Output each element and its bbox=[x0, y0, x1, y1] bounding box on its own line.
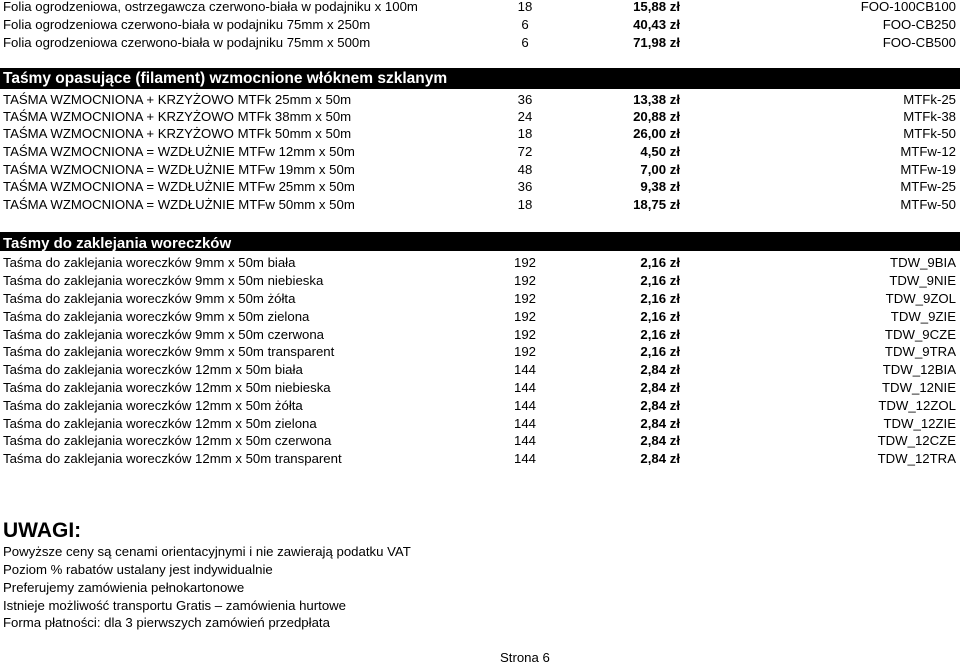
product-price: 2,84 zł bbox=[640, 451, 680, 466]
product-price: 2,84 zł bbox=[640, 433, 680, 448]
product-quantity: 192 bbox=[513, 344, 536, 359]
notes-heading: UWAGI: bbox=[3, 519, 82, 542]
product-price: 2,16 zł bbox=[640, 344, 680, 359]
table-row bbox=[0, 272, 960, 289]
product-description: Folia ogrodzeniowa, ostrzegawcza czerwono-biała w podajniku x 100m bbox=[3, 0, 418, 14]
product-quantity: 144 bbox=[513, 362, 536, 377]
product-code: MTFw-19 bbox=[900, 162, 956, 177]
product-price: 2,16 zł bbox=[640, 273, 680, 288]
table-row bbox=[0, 161, 960, 178]
product-description: Taśma do zaklejania woreczków 9mm x 50m zielona bbox=[3, 309, 310, 324]
section-header-bag-sealing-tapes bbox=[0, 232, 960, 251]
product-description: Taśma do zaklejania woreczków 12mm x 50m transparent bbox=[3, 451, 342, 466]
product-price: 2,16 zł bbox=[640, 327, 680, 342]
product-description: Taśma do zaklejania woreczków 12mm x 50m żółta bbox=[3, 398, 303, 413]
product-price: 9,38 zł bbox=[640, 179, 680, 194]
product-description: Taśma do zaklejania woreczków 9mm x 50m czerwona bbox=[3, 327, 325, 342]
product-price: 18,75 zł bbox=[633, 197, 680, 212]
product-code: FOO-100CB100 bbox=[860, 0, 956, 14]
product-quantity: 6 bbox=[521, 35, 529, 50]
table-row bbox=[0, 196, 960, 213]
table-row bbox=[0, 415, 960, 432]
product-code: TDW_9ZOL bbox=[885, 291, 956, 306]
product-description: Taśma do zaklejania woreczków 9mm x 50m biała bbox=[3, 255, 296, 270]
product-description: Taśma do zaklejania woreczków 12mm x 50m czerwona bbox=[3, 433, 332, 448]
product-quantity: 192 bbox=[513, 327, 536, 342]
table-row bbox=[0, 34, 960, 51]
product-description: Taśma do zaklejania woreczków 9mm x 50m żółta bbox=[3, 291, 296, 306]
table-row bbox=[0, 91, 960, 108]
product-quantity: 192 bbox=[513, 309, 536, 324]
product-description: TAŚMA WZMOCNIONA = WZDŁUŻNIE MTFw 50mm x 50m bbox=[3, 197, 355, 212]
product-price: 7,00 zł bbox=[640, 162, 680, 177]
product-description: Taśma do zaklejania woreczków 9mm x 50m transparent bbox=[3, 344, 335, 359]
table-row bbox=[0, 432, 960, 449]
product-code: MTFk-38 bbox=[903, 109, 956, 124]
section-title: Taśmy do zaklejania woreczków bbox=[3, 235, 232, 252]
product-price: 4,50 zł bbox=[640, 144, 680, 159]
product-description: Taśma do zaklejania woreczków 12mm x 50m niebieska bbox=[3, 380, 331, 395]
product-price: 2,16 zł bbox=[640, 309, 680, 324]
product-quantity: 48 bbox=[517, 162, 533, 177]
product-code: MTFw-25 bbox=[900, 179, 956, 194]
product-description: TAŚMA WZMOCNIONA = WZDŁUŻNIE MTFw 12mm x 50m bbox=[3, 144, 355, 159]
product-description: TAŚMA WZMOCNIONA + KRZYŻOWO MTFk 25mm x 50m bbox=[3, 92, 352, 107]
product-price: 13,38 zł bbox=[633, 92, 680, 107]
table-row bbox=[0, 0, 960, 15]
note-line: Forma płatności: dla 3 pierwszych zamówień przedpłata bbox=[3, 615, 330, 630]
table-row bbox=[0, 379, 960, 396]
note-line: Istnieje możliwość transportu Gratis – zamówienia hurtowe bbox=[3, 598, 347, 613]
product-price: 26,00 zł bbox=[633, 126, 680, 141]
product-quantity: 6 bbox=[521, 17, 529, 32]
product-price: 2,84 zł bbox=[640, 398, 680, 413]
product-quantity: 192 bbox=[513, 255, 536, 270]
product-description: Folia ogrodzeniowa czerwono-biała w podajniku 75mm x 500m bbox=[3, 35, 371, 50]
product-code: TDW_9BIA bbox=[890, 255, 956, 270]
product-code: TDW_9ZIE bbox=[890, 309, 956, 324]
product-price: 2,16 zł bbox=[640, 291, 680, 306]
product-description: Folia ogrodzeniowa czerwono-biała w podajniku 75mm x 250m bbox=[3, 17, 371, 32]
product-quantity: 18 bbox=[517, 197, 533, 212]
product-quantity: 72 bbox=[517, 144, 533, 159]
product-description: Taśma do zaklejania woreczków 12mm x 50m biała bbox=[3, 362, 303, 377]
table-row bbox=[0, 290, 960, 307]
product-price: 2,16 zł bbox=[640, 255, 680, 270]
table-row bbox=[0, 450, 960, 467]
table-row bbox=[0, 308, 960, 325]
table-row bbox=[0, 361, 960, 378]
table-row bbox=[0, 326, 960, 343]
product-code: TDW_9CZE bbox=[884, 327, 956, 342]
table-row bbox=[0, 343, 960, 360]
product-price: 2,84 zł bbox=[640, 380, 680, 395]
product-quantity: 36 bbox=[517, 92, 533, 107]
product-code: TDW_12ZOL bbox=[878, 398, 956, 413]
product-code: TDW_12CZE bbox=[877, 433, 956, 448]
product-code: FOO-CB500 bbox=[882, 35, 956, 50]
table-row bbox=[0, 178, 960, 195]
product-quantity: 144 bbox=[513, 433, 536, 448]
section-header-filament-tapes bbox=[0, 68, 960, 89]
note-line: Powyższe ceny są cenami orientacyjnymi i nie zawierają podatku VAT bbox=[3, 544, 411, 559]
product-code: TDW_9NIE bbox=[889, 273, 956, 288]
product-quantity: 144 bbox=[513, 451, 536, 466]
product-quantity: 192 bbox=[513, 273, 536, 288]
product-code: TDW_12ZIE bbox=[883, 416, 956, 431]
table-row bbox=[0, 254, 960, 271]
table-row bbox=[0, 125, 960, 142]
product-price: 20,88 zł bbox=[633, 109, 680, 124]
table-row bbox=[0, 143, 960, 160]
product-price: 15,88 zł bbox=[633, 0, 680, 14]
product-price: 71,98 zł bbox=[633, 35, 680, 50]
table-row bbox=[0, 397, 960, 414]
product-code: MTFw-12 bbox=[900, 144, 956, 159]
product-quantity: 144 bbox=[513, 398, 536, 413]
product-description: TAŚMA WZMOCNIONA + KRZYŻOWO MTFk 50mm x 50m bbox=[3, 126, 352, 141]
product-quantity: 18 bbox=[517, 0, 533, 14]
product-quantity: 192 bbox=[513, 291, 536, 306]
product-description: Taśma do zaklejania woreczków 9mm x 50m niebieska bbox=[3, 273, 324, 288]
product-description: TAŚMA WZMOCNIONA = WZDŁUŻNIE MTFw 25mm x 50m bbox=[3, 179, 355, 194]
product-quantity: 18 bbox=[517, 126, 533, 141]
product-code: TDW_12NIE bbox=[881, 380, 956, 395]
table-row bbox=[0, 16, 960, 33]
product-description: TAŚMA WZMOCNIONA = WZDŁUŻNIE MTFw 19mm x 50m bbox=[3, 162, 355, 177]
product-code: TDW_9TRA bbox=[884, 344, 956, 359]
note-line: Poziom % rabatów ustalany jest indywidualnie bbox=[3, 562, 273, 577]
product-price: 2,84 zł bbox=[640, 416, 680, 431]
product-code: MTFk-50 bbox=[903, 126, 956, 141]
note-line: Preferujemy zamówienia pełnokartonowe bbox=[3, 580, 245, 595]
product-code: MTFw-50 bbox=[900, 197, 956, 212]
product-code: MTFk-25 bbox=[903, 92, 956, 107]
table-row bbox=[0, 108, 960, 125]
section-title: Taśmy opasujące (filament) wzmocnione włóknem szklanym bbox=[3, 70, 448, 87]
product-code: TDW_12TRA bbox=[877, 451, 956, 466]
product-code: TDW_12BIA bbox=[882, 362, 956, 377]
product-description: TAŚMA WZMOCNIONA + KRZYŻOWO MTFk 38mm x 50m bbox=[3, 109, 352, 124]
page-number: Strona 6 bbox=[500, 650, 550, 665]
product-quantity: 36 bbox=[517, 179, 533, 194]
product-code: FOO-CB250 bbox=[882, 17, 956, 32]
product-quantity: 24 bbox=[517, 109, 533, 124]
product-quantity: 144 bbox=[513, 380, 536, 395]
product-price: 2,84 zł bbox=[640, 362, 680, 377]
product-quantity: 144 bbox=[513, 416, 536, 431]
product-description: Taśma do zaklejania woreczków 12mm x 50m zielona bbox=[3, 416, 317, 431]
product-price: 40,43 zł bbox=[633, 17, 680, 32]
